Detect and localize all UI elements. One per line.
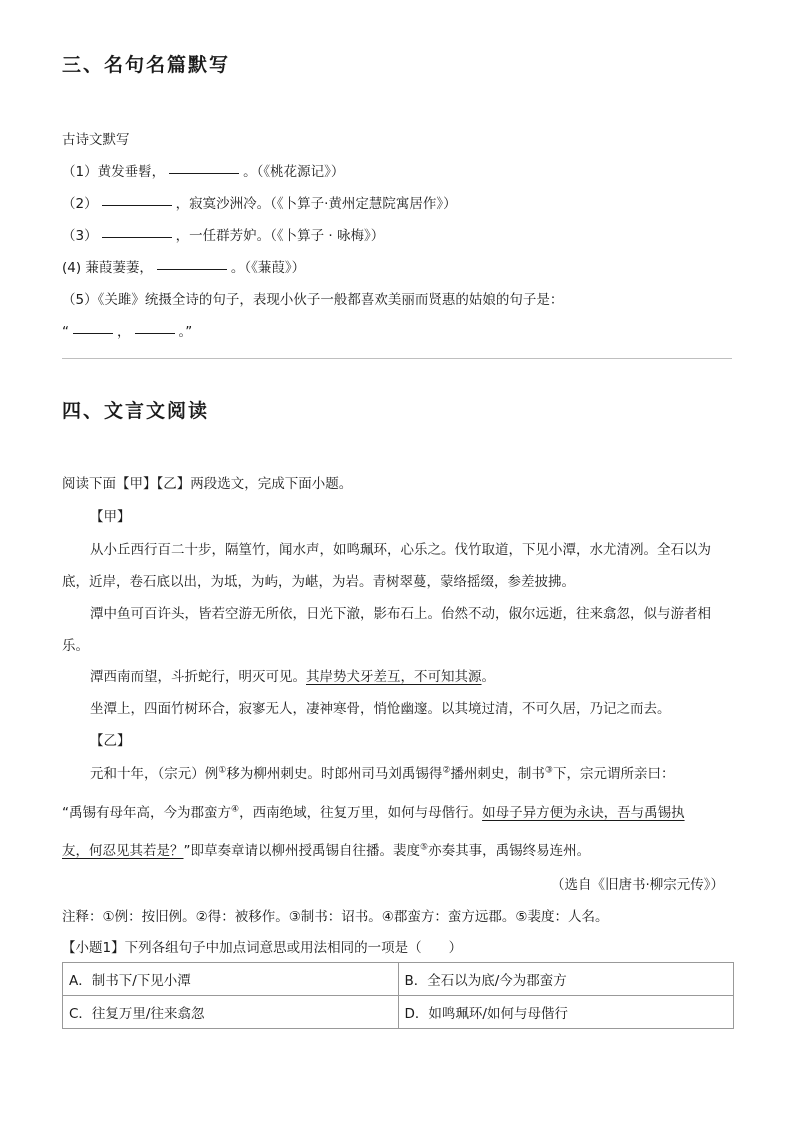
jia-p2-line1: 潭中鱼可百许头，皆若空游无所依，日光下澈，影布石上。佁然不动，俶尔远逝，往来翕忽，似与游者相: [90, 606, 711, 622]
sub-question-1: 【小题1】下列各组句子中加点词意思或用法相同的一项是（ ）: [62, 940, 463, 956]
yi-line2: [62, 801, 685, 821]
jia-p3-underlined: 其岸势犬牙差互，不可知其源: [306, 669, 482, 685]
question-4: [62, 256, 305, 276]
note-ref-3: ③: [544, 765, 553, 776]
yi-l2-a: “禹锡有母年高，今为郡蛮方: [62, 805, 231, 821]
q1-suffix: 。（《桃花源记》）: [243, 164, 345, 180]
answer-blank-5b[interactable]: [135, 332, 175, 334]
jia-p3-text: 潭西南而望，斗折蛇行，明灭可见。: [90, 669, 306, 685]
annotations: 注释：①例：按旧例。②得：被移作。③制书：诏书。④郡蛮方：蛮方远郡。⑤裴度：人名。: [62, 909, 609, 925]
yi-l3-underlined: 友，何忍见其若是？: [62, 843, 184, 859]
yi-l2-underlined: 如母子异方便为永诀，吾与禹锡执: [482, 805, 685, 821]
answer-blank-4[interactable]: [157, 268, 227, 270]
source-citation: （选自《旧唐书·柳宗元传》）: [550, 877, 724, 893]
note-ref-5: ⑤: [420, 842, 429, 853]
note-ref-1: ①: [218, 765, 227, 776]
option-c[interactable]: C．往复万里/往来翕忽: [63, 996, 399, 1029]
q1-prefix: （1）黄发垂髫，: [62, 164, 166, 180]
q3-prefix: （3）: [62, 228, 98, 244]
question-1: [62, 160, 344, 180]
yi-l1-a: 元和十年，（宗元）例: [90, 766, 219, 782]
yi-l3-a: ”即草奏章请以柳州授禹锡自往播。裴度: [183, 843, 420, 859]
jia-p3-end: 。: [481, 669, 495, 685]
option-b[interactable]: B．全石以为底/今为郡蛮方: [398, 963, 734, 996]
yi-l1-c: 播州刺史，制书: [450, 766, 545, 782]
section-divider: [62, 358, 732, 359]
subtitle-poetry-dictation: 古诗文默写: [62, 132, 130, 148]
note-ref-4: ④: [231, 804, 240, 815]
question-3: [62, 224, 384, 244]
section-title-3: 三、名句名篇默写: [62, 54, 231, 76]
passage-jia-label: 【甲】: [90, 509, 131, 525]
q3-suffix: ，一任群芳妒。（《卜算子 · 咏梅》）: [175, 228, 385, 244]
yi-l2-b: ，西南绝域，往复万里，如何与母偕行。: [239, 805, 483, 821]
q4-prefix: (4) 蒹葭萋萋，: [62, 260, 153, 276]
close-quote: 。”: [178, 324, 193, 340]
yi-l3-b: 亦奏其事，禹锡终易连州。: [428, 843, 591, 859]
passage-yi-label: 【乙】: [90, 733, 131, 749]
comma: ，: [117, 324, 131, 340]
options-table: [62, 962, 734, 1029]
yi-line3: [62, 839, 590, 859]
question-2: [62, 192, 457, 212]
section-title-4: 四、文言文阅读: [62, 400, 210, 422]
question-5-answer-line: [62, 320, 192, 340]
option-d[interactable]: D．如鸣珮环/如何与母偕行: [398, 996, 734, 1029]
note-ref-2: ②: [442, 765, 451, 776]
jia-p2-line2: 乐。: [62, 638, 89, 654]
q4-suffix: 。（《蒹葭》）: [230, 260, 306, 276]
open-quote: “: [62, 324, 69, 340]
answer-blank-5a[interactable]: [73, 332, 113, 334]
yi-l1-b: 移为柳州刺史。时郎州司马刘禹锡得: [226, 766, 443, 782]
jia-p1-line2: 底，近岸，卷石底以出，为坻，为屿，为嵁，为岩。青树翠蔓，蒙络摇缀，参差披拂。: [62, 574, 575, 590]
yi-l1-d: 下，宗元谓所亲曰：: [552, 766, 675, 782]
q2-suffix: ，寂寞沙洲冷。（《卜算子·黄州定慧院寓居作》）: [175, 196, 457, 212]
yi-line1: [90, 762, 674, 782]
answer-blank-1[interactable]: [169, 172, 239, 174]
jia-p1-line1: 从小丘西行百二十步，隔篁竹，闻水声，如鸣珮环，心乐之。伐竹取道，下见小潭，水尤清冽。全石以为: [90, 542, 711, 558]
reading-intro: 阅读下面【甲】【乙】两段选文，完成下面小题。: [62, 476, 353, 492]
answer-blank-2[interactable]: [102, 204, 172, 206]
jia-p3: [90, 665, 495, 685]
answer-blank-3[interactable]: [102, 236, 172, 238]
option-a[interactable]: A．制书下/下见小潭: [63, 963, 399, 996]
q2-prefix: （2）: [62, 196, 98, 212]
question-5: （5）《关雎》统摄全诗的句子，表现小伙子一般都喜欢美丽而贤惠的姑娘的句子是：: [62, 292, 564, 308]
jia-p4: 坐潭上，四面竹树环合，寂寥无人，凄神寒骨，悄怆幽邃。以其境过清，不可久居，乃记之而去。: [90, 701, 671, 717]
